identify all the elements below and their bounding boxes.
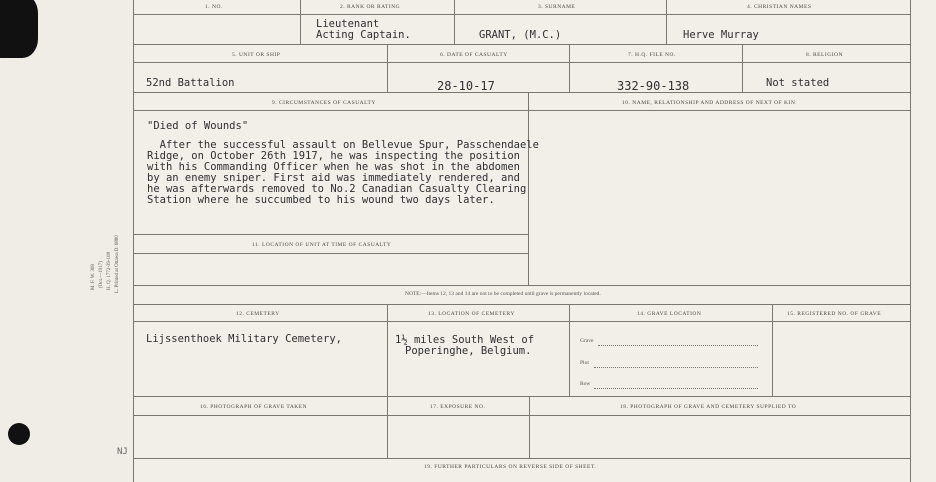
cemetery-location-line-2: Poperinghe, Belgium. — [405, 345, 532, 357]
rule — [133, 304, 910, 305]
rule — [133, 0, 134, 482]
rank-line-2: Acting Captain. — [316, 29, 411, 41]
label-further-particulars: 19. FURTHER PARTICULARS ON REVERSE SIDE OF SHEET. — [424, 464, 597, 470]
label-next-of-kin: 10. NAME, RELATIONSHIP AND ADDRESS OF NEXT OF KIN — [622, 100, 796, 106]
label-exposure: 17. EXPOSURE NO. — [430, 404, 486, 410]
rule — [133, 415, 910, 416]
circumstances-line-1: After the successful assault on Bellevue Spur, Passchendaele — [147, 139, 539, 151]
rule — [529, 396, 530, 458]
unit-value: 52nd Battalion — [146, 77, 235, 89]
surname-value: GRANT, (M.C.) — [479, 29, 562, 41]
date-value: 28-10-17 — [437, 79, 495, 93]
margin-print-2: (Oct.—1917) — [99, 261, 104, 288]
row-field-line — [594, 387, 758, 389]
label-location-unit: 11. LOCATION OF UNIT AT TIME OF CASUALTY — [252, 242, 392, 248]
circumstances-line-4: by an enemy sniper. First aid was immediately rendered, and — [147, 172, 520, 184]
label-surname: 3. SURNAME — [538, 4, 576, 10]
label-circumstances: 9. CIRCUMSTANCES OF CASUALTY — [272, 100, 376, 106]
rule — [742, 44, 743, 92]
rule — [910, 0, 911, 482]
label-christian-names: 4. CHRISTIAN NAMES — [747, 4, 812, 10]
rule — [454, 0, 455, 44]
rule — [133, 321, 910, 322]
rule — [133, 110, 910, 111]
punch-hole-bottom — [8, 423, 30, 445]
christian-names-value: Herve Murray — [683, 29, 759, 41]
label-registered-no: 15. REGISTERED NO. OF GRAVE — [787, 311, 882, 317]
plot-field-line — [594, 366, 758, 368]
rule — [133, 285, 910, 286]
label-cemetery: 12. CEMETERY — [236, 311, 280, 317]
circumstances-line-2: Ridge, on October 26th 1917, he was inspecting the position — [147, 150, 520, 162]
label-photo-supplied: 18. PHOTOGRAPH OF GRAVE AND CEMETERY SUPPLIED TO — [620, 404, 797, 410]
rule — [133, 62, 910, 63]
label-rank: 2. RANK OR RATING — [340, 4, 401, 10]
label-date: 6. DATE OF CASUALTY — [440, 52, 508, 58]
circumstances-line-3: with his Commanding Officer when he was shot in the abdomen — [147, 161, 520, 173]
circumstances-line-6: Station where he succumbed to his wound two days later. — [147, 194, 495, 206]
label-photo-taken: 16. PHOTOGRAPH OF GRAVE TAKEN — [200, 404, 308, 410]
margin-initials: NJ — [117, 447, 128, 457]
rule — [528, 92, 529, 285]
label-no: 1. NO. — [205, 4, 223, 10]
rule — [133, 92, 910, 93]
label-grave-location: 14. GRAVE LOCATION — [637, 311, 702, 317]
cemetery-location-line-1: 1½ miles South West of — [395, 334, 535, 346]
row-field-label: Row — [580, 381, 591, 387]
note-text: NOTE:—Items 12, 13 and 14 are not to be completed until grave is permanently located. — [405, 291, 601, 297]
rule — [133, 253, 528, 254]
label-unit: 5. UNIT OR SHIP — [232, 52, 281, 58]
margin-print-1: M. F. W. 369 — [91, 264, 96, 290]
file-no-value: 332-90-138 — [617, 79, 690, 93]
binding-mark-top — [0, 0, 38, 58]
rule — [569, 44, 570, 92]
grave-field-line — [598, 344, 758, 346]
circumstances-line-5: he was afterwards removed to No.2 Canadian Casualty Clearing — [147, 183, 527, 195]
plot-field-label: Plot — [580, 360, 589, 366]
rule — [387, 44, 388, 92]
rule — [300, 0, 301, 44]
rank-line-1: Lieutenant — [316, 18, 380, 30]
label-location-cemetery: 13. LOCATION OF CEMETERY — [428, 311, 515, 317]
rule — [133, 44, 910, 45]
label-religion: 8. RELIGION — [806, 52, 843, 58]
rule — [133, 458, 910, 459]
rule — [569, 304, 570, 396]
religion-value: Not stated — [766, 77, 830, 89]
circumstances-title: "Died of Wounds" — [147, 120, 249, 132]
rule — [666, 0, 667, 44]
margin-print-3: H. Q. 1772-39-108 — [107, 251, 112, 290]
rule — [387, 304, 388, 396]
rule — [133, 14, 910, 15]
label-file-no: 7. H.Q. FILE NO. — [628, 52, 676, 58]
rule — [133, 396, 910, 397]
margin-print-4: L. Printed at Ottawa D. 6880 — [115, 235, 120, 293]
cemetery-value: Lijssenthoek Military Cemetery, — [146, 333, 342, 345]
rule — [387, 396, 388, 458]
rule — [772, 304, 773, 396]
rule — [133, 234, 528, 235]
grave-field-label: Grave — [580, 338, 594, 344]
